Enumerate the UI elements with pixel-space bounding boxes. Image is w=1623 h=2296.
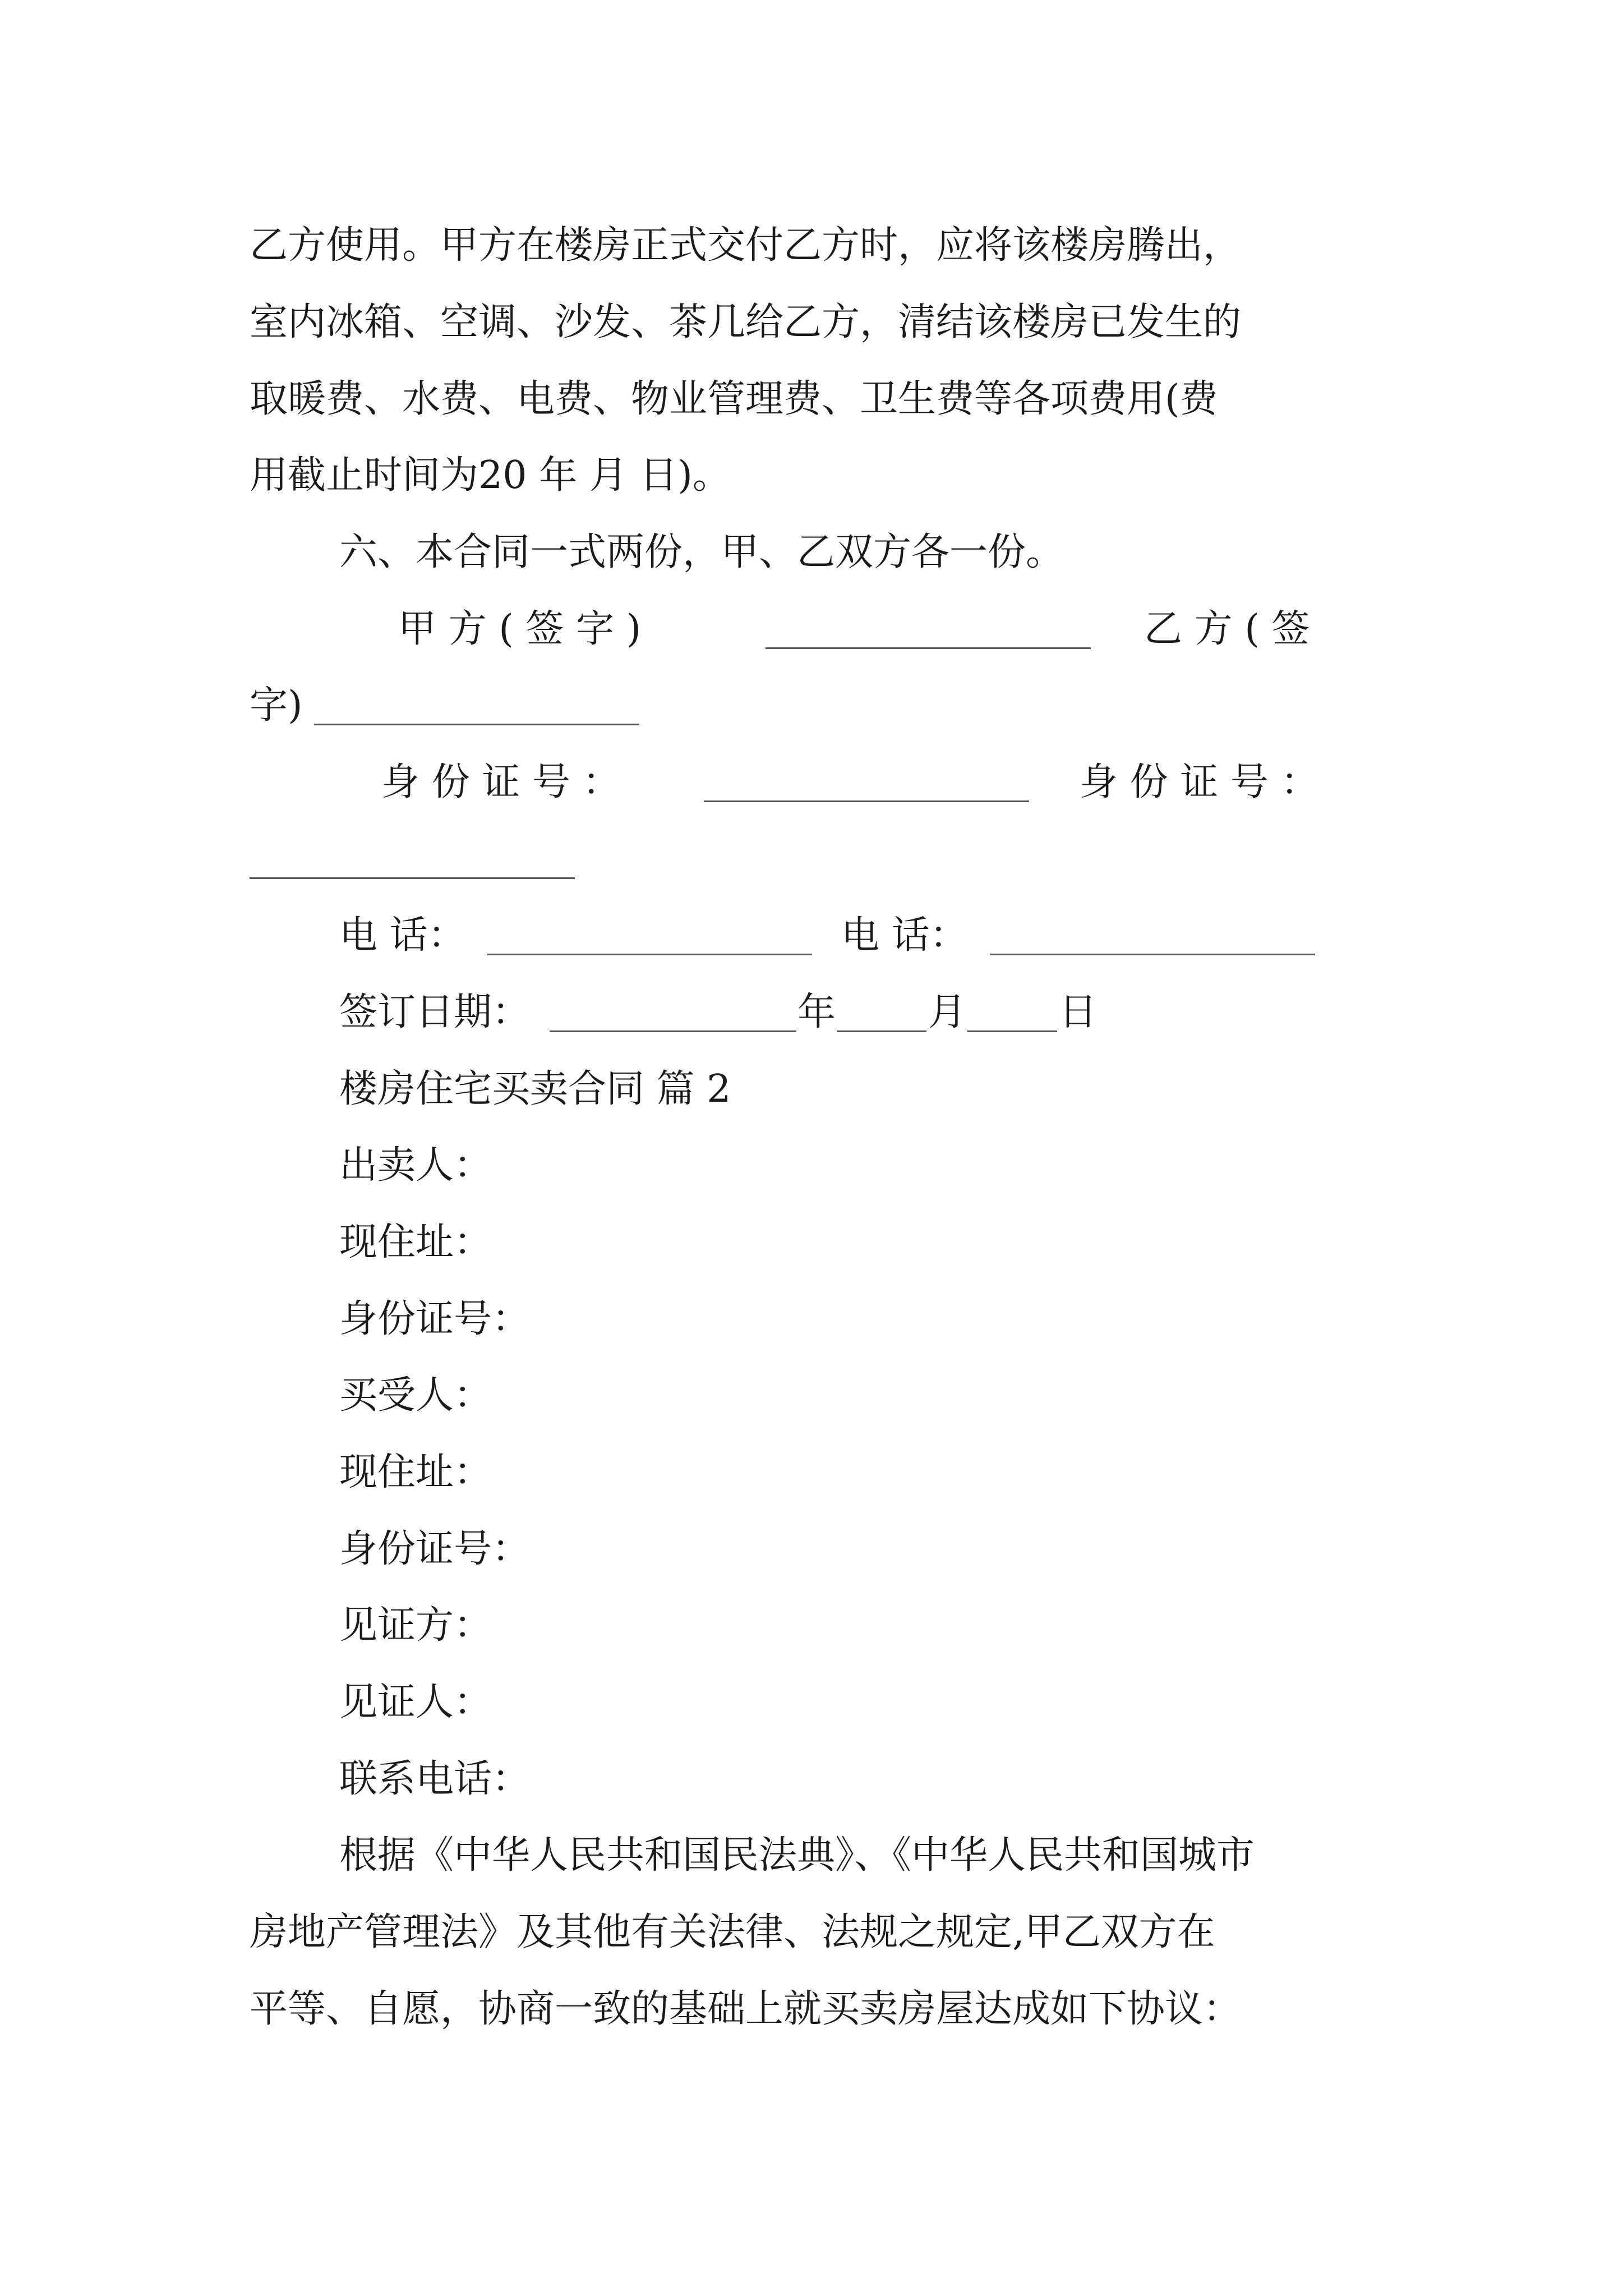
para5-line-3: 取暖费、水费、电费、物业管理费、卫生费等各项费用(费 — [250, 377, 1218, 421]
contract-title-2: 楼房住宅买卖合同 篇 2 — [339, 1067, 731, 1111]
field-witness-party: 见证方： — [339, 1603, 492, 1648]
intro-line-2: 房地产管理法》及其他有关法律、法规之规定,甲乙双方在 — [250, 1910, 1215, 1954]
date-month-blank — [837, 999, 926, 1032]
field-buyer-id: 身份证号： — [339, 1527, 531, 1571]
party-a-phone-blank — [487, 922, 812, 955]
party-b-sign-label: 乙 方 ( 签 — [1144, 607, 1310, 651]
party-a-id-label: 身 份 证 号 ： — [381, 760, 621, 804]
party-b-id-label: 身 份 证 号 ： — [1080, 760, 1319, 804]
party-b-phone-blank — [990, 922, 1315, 955]
date-year-label: 年 — [797, 990, 836, 1034]
field-buyer-address: 现住址： — [339, 1450, 492, 1494]
date-day-blank — [967, 999, 1057, 1032]
field-seller: 出卖人： — [339, 1143, 492, 1188]
field-seller-id: 身份证号： — [339, 1297, 531, 1341]
para5-line-1: 乙方使用。甲方在楼房正式交付乙方时，应将该楼房腾出， — [250, 223, 1242, 268]
para5-line-2: 室内冰箱、空调、沙发、茶几给乙方，清结该楼房已发生的 — [250, 300, 1242, 344]
date-year-blank — [550, 999, 796, 1032]
party-a-sign-label: 甲 方 ( 签 字 ) — [398, 607, 642, 651]
field-contact-phone: 联系电话： — [339, 1757, 531, 1801]
field-witness-person: 见证人： — [339, 1680, 492, 1724]
date-label: 签订日期： — [339, 990, 531, 1034]
para5-line-4: 用截止时间为20 年 月 日)。 — [250, 453, 731, 498]
party-b-sign-label-cont: 字) — [250, 683, 303, 728]
party-b-phone-label: 电 话： — [841, 913, 968, 958]
party-a-sign-blank — [766, 616, 1091, 649]
intro-line-3: 平等、自愿，协商一致的基础上就买卖房屋达成如下协议： — [250, 1987, 1242, 2031]
field-seller-address: 现住址： — [339, 1220, 492, 1264]
party-a-id-blank — [704, 769, 1029, 802]
date-day-label: 日 — [1059, 990, 1098, 1034]
party-b-id-blank — [250, 846, 575, 879]
field-buyer: 买受人： — [339, 1373, 492, 1418]
date-month-label: 月 — [928, 990, 967, 1034]
party-a-phone-label: 电 话： — [339, 913, 466, 958]
intro-line-1: 根据《中华人民共和国民法典》、《中华人民共和国城市 — [339, 1833, 1255, 1878]
party-b-sign-blank — [314, 692, 639, 725]
clause-6: 六、本合同一式两份，甲、乙双方各一份。 — [339, 530, 1064, 574]
